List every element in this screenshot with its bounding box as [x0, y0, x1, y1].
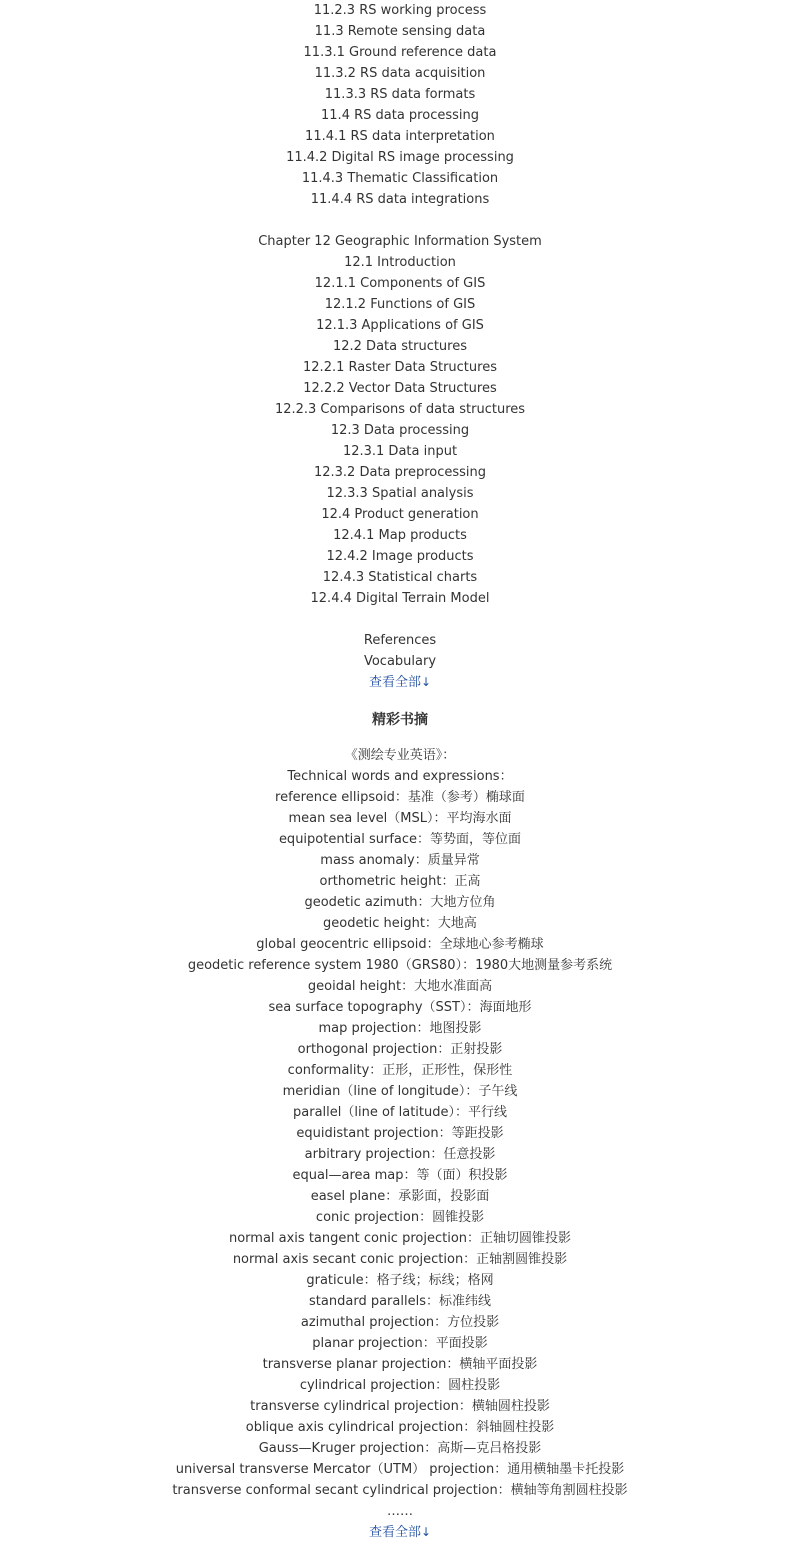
excerpt-line: oblique axis cylindrical projection：斜轴圆柱投影	[245, 1420, 555, 1435]
excerpt-line: 《测绘专业英语》：	[344, 748, 456, 763]
view-all-label: 查看全部	[368, 1525, 421, 1540]
excerpt-line: mean sea level（MSL）：平均海水面	[288, 811, 512, 826]
excerpt-line: planar projection：平面投影	[312, 1336, 488, 1351]
excerpt-line: parallel（line of latitude）：平行线	[293, 1105, 507, 1120]
toc-entry: 12.4 Product generation	[321, 507, 479, 522]
toc-entry: 12.3.2 Data preprocessing	[313, 465, 487, 480]
toc-entry: 11.3.3 RS data formats	[324, 87, 476, 102]
excerpt-line: orthometric height：正高	[319, 874, 481, 889]
book-excerpt	[0, 745, 800, 1543]
toc-entry: 12.4.2 Image products	[326, 549, 474, 564]
toc-entry: 11.3.2 RS data acquisition	[314, 66, 486, 81]
excerpt-line: global geocentric ellipsoid：全球地心参考椭球	[256, 937, 544, 952]
excerpt-line: Technical words and expressions：	[287, 769, 513, 784]
excerpt-line: equal—area map：等（面）积投影	[292, 1168, 508, 1183]
arrow-down-icon: ↓	[420, 1525, 432, 1539]
toc-entry: 12.4.4 Digital Terrain Model	[310, 591, 490, 606]
toc-entry: 12.3.1 Data input	[342, 444, 458, 459]
excerpt-line: meridian（line of longitude）：子午线	[282, 1084, 518, 1099]
excerpt-line: geoidal height：大地水准面高	[307, 979, 493, 994]
toc-view-all-link[interactable]	[0, 672, 800, 693]
excerpt-line: conformality：正形，正形性，保形性	[287, 1063, 513, 1078]
excerpt-line: orthogonal projection：正射投影	[297, 1042, 503, 1057]
toc-entry: Vocabulary	[363, 654, 437, 669]
toc-entry: 11.4.1 RS data interpretation	[305, 129, 495, 144]
excerpt-line: transverse planar projection：横轴平面投影	[262, 1357, 538, 1372]
excerpt-line: transverse cylindrical projection：横轴圆柱投影	[250, 1399, 550, 1414]
toc-spacer	[0, 210, 800, 231]
excerpt-line: normal axis tangent conic projection：正轴切圆锥投影	[228, 1231, 572, 1246]
table-of-contents	[0, 0, 800, 693]
toc-appendix	[0, 630, 800, 672]
excerpt-line: reference ellipsoid：基准（参考）椭球面	[275, 790, 525, 805]
toc-entry: 12.2 Data structures	[332, 339, 468, 354]
toc-entry: 12.1.1 Components of GIS	[314, 276, 486, 291]
excerpt-line: Gauss—Kruger projection：高斯—克吕格投影	[258, 1441, 542, 1456]
toc-entry: 11.4 RS data processing	[321, 108, 479, 123]
excerpt-line: conic projection：圆锥投影	[315, 1210, 485, 1225]
toc-entry: 11.4.2 Digital RS image processing	[286, 150, 514, 165]
toc-spacer	[0, 609, 800, 630]
excerpt-line: equidistant projection：等距投影	[296, 1126, 504, 1141]
excerpt-view-all-link[interactable]	[0, 1522, 800, 1543]
toc-entry: 12.1.3 Applications of GIS	[316, 318, 484, 333]
excerpt-line: azimuthal projection：方位投影	[300, 1315, 500, 1330]
excerpt-line: universal transverse Mercator（UTM） projection：通用横轴墨卡托投影	[175, 1462, 625, 1477]
excerpt-line: geodetic height：大地高	[323, 916, 477, 931]
toc-entry: 12.2.2 Vector Data Structures	[303, 381, 497, 396]
toc-chapter-12	[0, 231, 800, 609]
excerpt-line: geodetic azimuth：大地方位角	[304, 895, 496, 910]
excerpt-line: easel plane：承影面，投影面	[310, 1189, 490, 1204]
toc-entry: 12.1 Introduction	[344, 255, 456, 270]
excerpt-line: arbitrary projection：任意投影	[304, 1147, 496, 1162]
excerpt-line: normal axis secant conic projection：正轴割圆锥投影	[232, 1252, 568, 1267]
excerpt-title: 精彩书摘	[372, 712, 428, 728]
toc-entry: 12.1.2 Functions of GIS	[324, 297, 476, 312]
excerpt-line: ……	[387, 1504, 413, 1519]
excerpt-line: geodetic reference system 1980（GRS80）：1980大地测量参考系统	[187, 958, 613, 973]
toc-entry: 11.4.3 Thematic Classification	[301, 171, 499, 186]
excerpt-line: equipotential surface：等势面，等位面	[278, 832, 522, 847]
excerpt-line: map projection：地图投影	[318, 1021, 482, 1036]
toc-entry: Chapter 12 Geographic Information System	[258, 234, 542, 249]
toc-entry: 12.4.1 Map products	[333, 528, 467, 543]
arrow-down-icon: ↓	[420, 675, 432, 689]
excerpt-line: transverse conformal secant cylindrical projection：横轴等角割圆柱投影	[172, 1483, 628, 1498]
toc-entry: 12.4.3 Statistical charts	[322, 570, 478, 585]
toc-entry: 11.4.4 RS data integrations	[310, 192, 490, 207]
toc-entry: 12.2.3 Comparisons of data structures	[274, 402, 526, 417]
toc-chapter-11	[0, 0, 800, 210]
toc-entry: 11.3 Remote sensing data	[314, 24, 486, 39]
toc-entry: 11.2.3 RS working process	[313, 3, 487, 18]
toc-entry: 12.2.1 Raster Data Structures	[303, 360, 497, 375]
excerpt-line: graticule：格子线；标线；格网	[306, 1273, 494, 1288]
excerpt-line: mass anomaly：质量异常	[320, 853, 480, 868]
excerpt-line: cylindrical projection：圆柱投影	[299, 1378, 501, 1393]
excerpt-lines	[0, 745, 800, 1522]
toc-entry: References	[363, 633, 437, 648]
toc-entry: 12.3 Data processing	[330, 423, 470, 438]
excerpt-line: standard parallels：标准纬线	[309, 1294, 491, 1309]
toc-entry: 11.3.1 Ground reference data	[303, 45, 497, 60]
excerpt-line: sea surface topography（SST）：海面地形	[268, 1000, 532, 1015]
toc-entry: 12.3.3 Spatial analysis	[326, 486, 474, 501]
view-all-label: 查看全部	[368, 675, 421, 690]
